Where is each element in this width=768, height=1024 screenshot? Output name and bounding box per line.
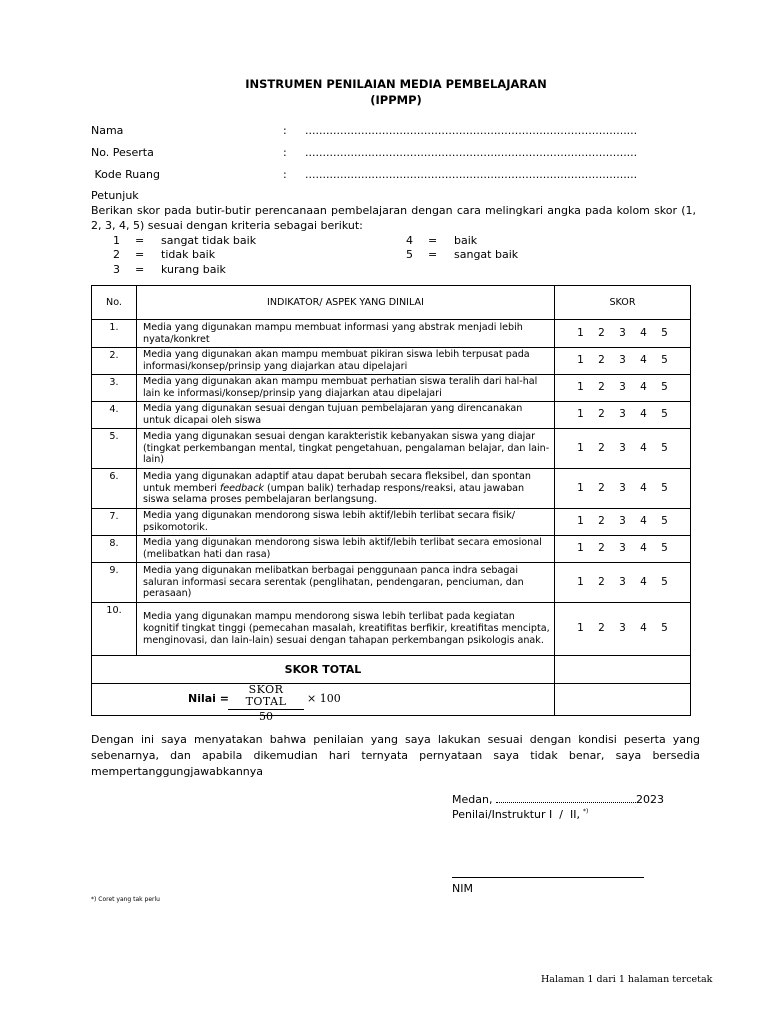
score-option[interactable]: 3 [619,575,626,588]
table-row [92,563,691,603]
signature-role-label: Penilai/Instruktur I / II, [452,808,580,821]
score-option[interactable]: 5 [661,575,668,588]
indicator-text-italic: feedback [219,482,264,494]
identity-colon: : [283,124,287,137]
signature-date [452,793,664,806]
row-score-options [555,509,691,536]
table-row [92,320,691,348]
score-option[interactable]: 3 [619,515,626,528]
row-score-options [555,469,691,509]
score-option[interactable]: 1 [577,354,584,367]
row-number: 5. [92,429,137,469]
score-option[interactable]: 4 [640,354,647,367]
score-option[interactable]: 5 [661,326,668,339]
score-option[interactable]: 2 [598,622,605,635]
document-title: INSTRUMEN PENILAIAN MEDIA PEMBELAJARAN [245,77,547,91]
date-blank-field[interactable] [496,793,636,803]
row-indicator: Media yang digunakan sesuai dengan karakteristik kebanyakan siswa yang diajar (tingkat perkembangan mental, tingkat pengetahuan, pengalaman belajar, dan lain-lain) [137,429,555,469]
score-option[interactable]: 3 [619,381,626,394]
score-option[interactable]: 3 [619,408,626,421]
criteria-desc: sangat baik [454,248,519,261]
nim-label: NIM [452,882,473,895]
row-indicator: Media yang digunakan sesuai dengan tujuan pembelajaran yang direncanakan untuk dicapai oleh siswa [137,402,555,429]
row-indicator: Media yang digunakan mendorong siswa lebih aktif/lebih terlibat secara emosional (melibatkan hati dan rasa) [137,536,555,563]
score-option[interactable]: 3 [619,354,626,367]
score-option[interactable]: 5 [661,381,668,394]
identity-label: Kode Ruang [91,168,160,181]
row-score-options [555,402,691,429]
signature-year: 2023 [635,793,664,806]
identity-colon: : [283,168,287,181]
score-option[interactable]: 2 [598,515,605,528]
total-label: SKOR TOTAL [92,656,555,684]
score-option[interactable]: 2 [598,354,605,367]
score-option[interactable]: 5 [661,515,668,528]
row-score-options [555,536,691,563]
nilai-label: Nilai = [188,692,229,705]
score-option[interactable]: 5 [661,408,668,421]
row-indicator [137,469,555,509]
score-option[interactable]: 4 [640,542,647,555]
score-option[interactable]: 1 [577,381,584,394]
score-option[interactable]: 2 [598,542,605,555]
score-option[interactable]: 3 [619,542,626,555]
instructions-text: Berikan skor pada butir-butir perencanaan pembelajaran dengan cara melingkari angka pada kolom skor (1, 2, 3, 4, 5) sesuai dengan kriteria sebagai berikut: [91,204,696,232]
criteria-number: 1 [113,234,120,247]
score-option[interactable]: 3 [619,441,626,454]
identity-label: No. Peserta [91,146,154,159]
row-indicator: Media yang digunakan melibatkan berbagai penggunaan panca indra sebagai saluran informasi secara serentak (penglihatan, pendengaran, penciuman, dan perasaan) [137,563,555,603]
row-indicator: Media yang digunakan mendorong siswa lebih aktif/lebih terlibat secara fisik/ psikomotorik. [137,509,555,536]
criteria-number: 4 [406,234,413,247]
score-option[interactable]: 4 [640,515,647,528]
criteria-number: 3 [113,263,120,276]
formula-denominator: 50 [259,709,273,723]
row-number: 4. [92,402,137,429]
score-option[interactable]: 1 [577,575,584,588]
score-option[interactable]: 4 [640,326,647,339]
row-number: 1. [92,320,137,348]
indicator-text: Media yang digunakan adaptif atau dapat berubah secara fleksibel, dan spontan untuk memberi [143,470,531,494]
score-option[interactable]: 1 [577,481,584,494]
row-score-options [555,375,691,402]
table-row [92,509,691,536]
score-option[interactable]: 4 [640,381,647,394]
row-score-options [555,563,691,603]
row-number: 10. [92,603,137,656]
header-indicator: INDIKATOR/ ASPEK YANG DINILAI [137,286,555,320]
score-option[interactable]: 4 [640,622,647,635]
row-score-options [555,320,691,348]
row-score-options [555,429,691,469]
document-subtitle: (IPPMP) [370,93,422,107]
identity-label: Nama [91,124,124,137]
row-indicator: Media yang digunakan akan mampu membuat pikiran siswa lebih terpusat pada informasi/konsep/prinsip yang diajarkan atau dipelajari [137,348,555,375]
formula-fraction [228,684,304,722]
row-number: 3. [92,375,137,402]
score-option[interactable]: 5 [661,542,668,555]
total-row [92,656,691,684]
signature-role-note: *) [582,808,589,815]
score-option[interactable]: 2 [598,481,605,494]
criteria-desc: tidak baik [161,248,216,261]
criteria-equals: = [428,234,438,247]
score-option[interactable]: 4 [640,408,647,421]
header-score: SKOR [555,286,691,320]
row-indicator: Media yang digunakan akan mampu membuat perhatian siswa teralih dari hal-hal lain ke informasi/konsep/prinsip yang diajarkan atau dipelajari [137,375,555,402]
row-indicator: Media yang digunakan mampu membuat informasi yang abstrak menjadi lebih nyata/konkret [137,320,555,348]
nilai-value-cell[interactable] [555,684,691,716]
criteria-equals: = [428,248,438,261]
score-option[interactable]: 2 [598,408,605,421]
score-option[interactable]: 1 [577,441,584,454]
score-option[interactable]: 4 [640,441,647,454]
score-option[interactable]: 1 [577,408,584,421]
score-option[interactable]: 1 [577,326,584,339]
score-option[interactable]: 2 [598,575,605,588]
row-number: 7. [92,509,137,536]
identity-blank-field[interactable]: ............................................................................................... [305,168,638,181]
row-score-options [555,348,691,375]
score-option[interactable]: 3 [619,481,626,494]
nilai-row [92,684,691,716]
declaration-statement: Dengan ini saya menyatakan bahwa penilaian yang saya lakukan sesuai dengan kondisi peserta yang sebenarnya, dan apabila dikemudian hari ternyata pernyataan saya tidak benar, saya bersedia mempertanggungjawabkannya [91,733,700,778]
page-info: Halaman 1 dari 1 halaman tercetak [541,974,713,985]
row-score-options [555,603,691,656]
instructions-heading: Petunjuk [91,189,139,202]
signature-line[interactable] [452,877,644,878]
row-indicator: Media yang digunakan mampu mendorong siswa lebih terlibat pada kegiatan kognitif tingkat tinggi (pemecahan masalah, kreatifitas berfikir, kreatifitas mencipta, menginovasi, dan lain-lain) sesuai dengan tahapan perkembangan psikologis anak. [137,603,555,656]
score-option[interactable]: 1 [577,622,584,635]
formula-multiplier: × 100 [307,692,341,705]
identity-blank-field[interactable]: ............................................................................................... [305,146,638,159]
identity-colon: : [283,146,287,159]
formula-numerator: SKOR TOTAL [228,684,304,710]
table-row [92,469,691,509]
criteria-equals: = [135,263,145,276]
table-row [92,402,691,429]
row-number: 2. [92,348,137,375]
criteria-desc: kurang baik [161,263,226,276]
criteria-desc: baik [454,234,478,247]
nilai-formula-cell [92,683,555,723]
score-option[interactable]: 5 [661,622,668,635]
table-row [92,348,691,375]
score-option[interactable]: 3 [619,326,626,339]
table-row [92,603,691,656]
signature-role [452,808,588,821]
table-row [92,536,691,563]
score-option[interactable]: 5 [661,354,668,367]
row-number: 8. [92,536,137,563]
row-number: 6. [92,469,137,509]
score-option[interactable]: 4 [640,575,647,588]
score-option[interactable]: 2 [598,441,605,454]
criteria-number: 5 [406,248,413,261]
indicator-text: (umpan balik) terhadap respons/reaksi, atau jawaban siswa selama proses pembelajaran berlangsung. [143,482,525,506]
criteria-desc: sangat tidak baik [161,234,257,247]
header-no: No. [92,286,137,320]
signature-place: Medan, [452,793,493,806]
score-option[interactable]: 1 [577,542,584,555]
total-value-cell[interactable] [555,656,691,684]
table-row [92,429,691,469]
score-option[interactable]: 5 [661,481,668,494]
score-option[interactable]: 3 [619,622,626,635]
score-option[interactable]: 4 [640,481,647,494]
score-option[interactable]: 2 [598,326,605,339]
criteria-equals: = [135,248,145,261]
criteria-number: 2 [113,248,120,261]
table-row [92,375,691,402]
identity-blank-field[interactable]: ............................................................................................... [305,124,638,137]
score-option[interactable]: 2 [598,381,605,394]
criteria-equals: = [135,234,145,247]
score-option[interactable]: 5 [661,441,668,454]
row-number: 9. [92,563,137,603]
score-option[interactable]: 1 [577,515,584,528]
footnote: *) Coret yang tak perlu [91,896,160,903]
assessment-table [91,285,691,723]
nilai-formula [188,683,438,723]
